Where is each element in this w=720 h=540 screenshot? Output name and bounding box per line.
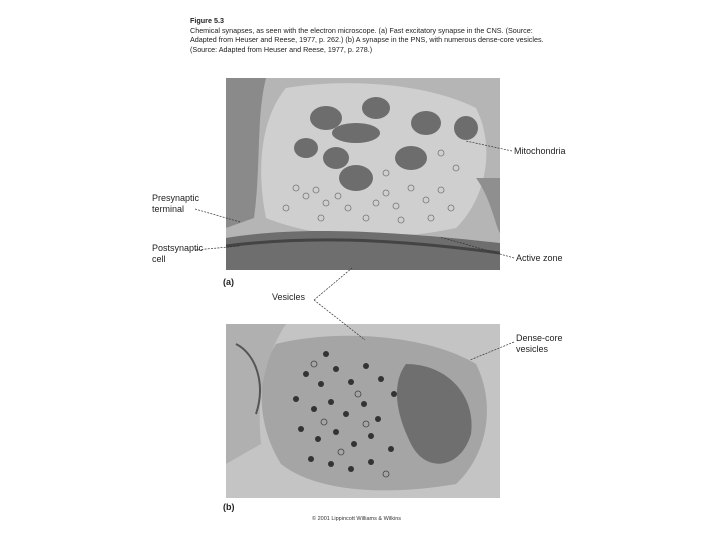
label-postsynaptic-line2: cell [152, 254, 166, 264]
label-dense-core-line1: Dense-core [516, 333, 563, 343]
label-postsynaptic-cell [152, 243, 203, 265]
caption-text: Chemical synapses, as seen with the electron microscope. (a) Fast excitatory synapse in the CNS. (Source: Adapted from Heuser and Reese, 1977, p. 262.) (b) A synapse in the PNS, with numerous dense-core vesicles. (Source: Adapted from Heuser and Reese, 1977, p. 278.) [190, 25, 544, 54]
label-mitochondria: Mitochondria [514, 146, 566, 156]
label-dense-core-line2: vesicles [516, 344, 549, 354]
panel-b-label: (b) [223, 502, 235, 512]
label-presynaptic-terminal [152, 193, 199, 215]
figure-number: Figure 5.3 [190, 16, 224, 25]
label-vesicles: Vesicles [272, 292, 306, 302]
copyright-credit: © 2001 Lippincott Williams & Wilkins [312, 516, 402, 522]
panel-a-label: (a) [223, 277, 234, 287]
label-presynaptic-line1: Presynaptic [152, 193, 200, 203]
label-dense-core-vesicles [516, 333, 563, 355]
label-postsynaptic-line1: Postsynaptic [152, 243, 204, 253]
label-active-zone: Active zone [516, 253, 563, 263]
label-presynaptic-line2: terminal [152, 204, 185, 214]
